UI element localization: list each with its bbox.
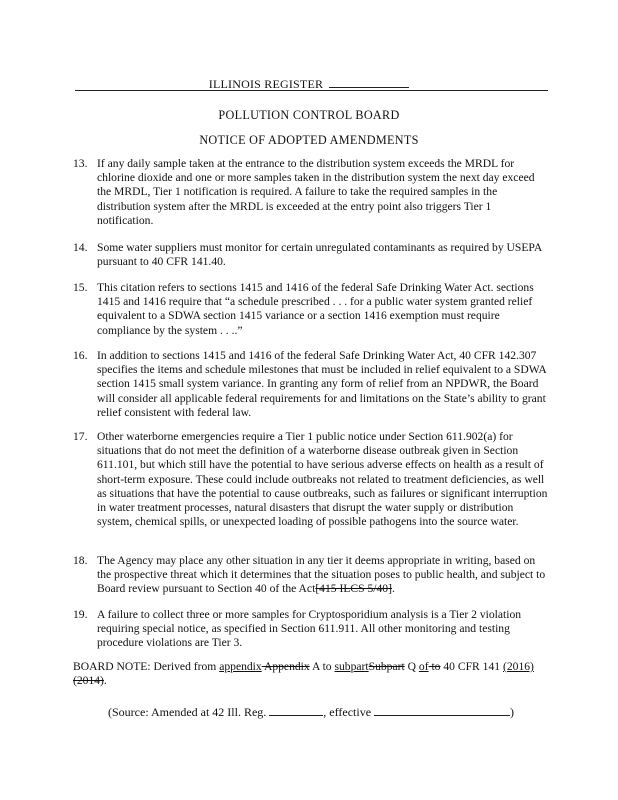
register-title: ILLINOIS REGISTER <box>208 77 324 91</box>
inserted-text: of <box>418 660 429 673</box>
deleted-text: to <box>428 660 441 673</box>
deleted-text: (2014) <box>73 674 104 688</box>
register-blank <box>329 77 409 88</box>
effective-date-blank <box>374 705 510 716</box>
source-note <box>108 705 528 719</box>
board-note <box>73 660 551 688</box>
item-text: In addition to sections 1415 and 1416 of the federal Safe Drinking Water Act, 40 CFR 142.307 specifies the items and schedule milestones that must be included in relief equivalent to a SDWA section 1415 small system variance. In granting any form of relief from an NPDWR, the Board will consider all applicable federal requirements for and limitations on the State’s ability to grant relief consistent with federal law. <box>97 349 547 419</box>
inserted-text: appendix <box>219 660 262 673</box>
item-text-main: The Agency may place any other situation in any tier it deems appropriate in writing, based on the prospective threat which it determines that the situation poses to public health, and subject to Board review pursuant to Section 40 of the Act <box>97 554 546 596</box>
item-number: 13. <box>73 157 88 170</box>
notice-title: NOTICE OF ADOPTED AMENDMENTS <box>199 133 419 147</box>
register-page-blank <box>269 705 323 716</box>
item-text <box>97 554 549 597</box>
item-text: This citation refers to sections 1415 and 1416 of the federal Safe Drinking Water Act. sections 1415 and 1416 require that “a schedule prescribed . . . for a public water system granted relief equivalent to a SDWA section 1415 variance or a section 1416 exemption must require compliance by the system . . ..” <box>97 281 534 337</box>
board-title: POLLUTION CONTROL BOARD <box>218 108 400 122</box>
source-suffix: ) <box>510 705 515 719</box>
item-number: 19. <box>73 608 88 621</box>
item-text: A failure to collect three or more samples for Cryptosporidium analysis is a Tier 2 violation requiring special notice, as specified in Section 611.911. All other monitoring and testing procedure violations are Tier 3. <box>97 608 522 650</box>
item-number: 16. <box>73 349 88 362</box>
board-note-label: BOARD NOTE: <box>73 660 151 673</box>
item-number: 17. <box>73 430 88 443</box>
source-prefix: (Source: Amended at 42 Ill. Reg. <box>108 705 270 719</box>
board-note-text: Derived from <box>150 660 220 673</box>
board-note-text: . <box>103 674 107 688</box>
board-note-text: A to <box>309 660 335 673</box>
item-number: 14. <box>73 241 88 254</box>
item-text-end: . <box>391 582 395 596</box>
inserted-text: subpart <box>334 660 369 673</box>
item-number: 15. <box>73 281 88 294</box>
board-note-text: 40 CFR 141 <box>440 660 503 673</box>
item-text: Other waterborne emergencies require a Tier 1 public notice under Section 611.902(a) for situations that do not meet the definition of a waterborne disease outbreak given in Section 611.101, but which still have the potential to have serious adverse effects on health as a result of short-term exposure. These could include outbreaks not related to treatment deficiencies, as well as situations that have the potential to cause outbreaks, such as failures or significant interruption in water treatment processes, natural disasters that disrupt the water supply or distribution system, chemical spills, or unexpected loading of possible pathogens into the source water. <box>97 430 548 529</box>
source-middle: , effective <box>323 705 375 719</box>
struck-citation: [415 ILCS 5/40] <box>315 582 392 596</box>
item-number: 18. <box>73 554 88 567</box>
register-rule <box>75 90 548 91</box>
inserted-text: (2016) <box>502 660 534 673</box>
item-text: Some water suppliers must monitor for certain unregulated contaminants as required by USEPA pursuant to 40 CFR 141.40. <box>97 241 542 269</box>
deleted-text: Appendix <box>261 660 310 673</box>
board-note-text: Q <box>404 660 419 673</box>
deleted-text: Subpart <box>368 660 405 673</box>
item-text: If any daily sample taken at the entrance to the distribution system exceeds the MRDL for chlorine dioxide and one or more samples taken in the distribution system the next day exceed the MRDL, Tier 1 notification is required. A failure to take the required samples in the distribution system after the MRDL is exceeded at the entry point also triggers Tier 1 notification. <box>97 157 535 227</box>
